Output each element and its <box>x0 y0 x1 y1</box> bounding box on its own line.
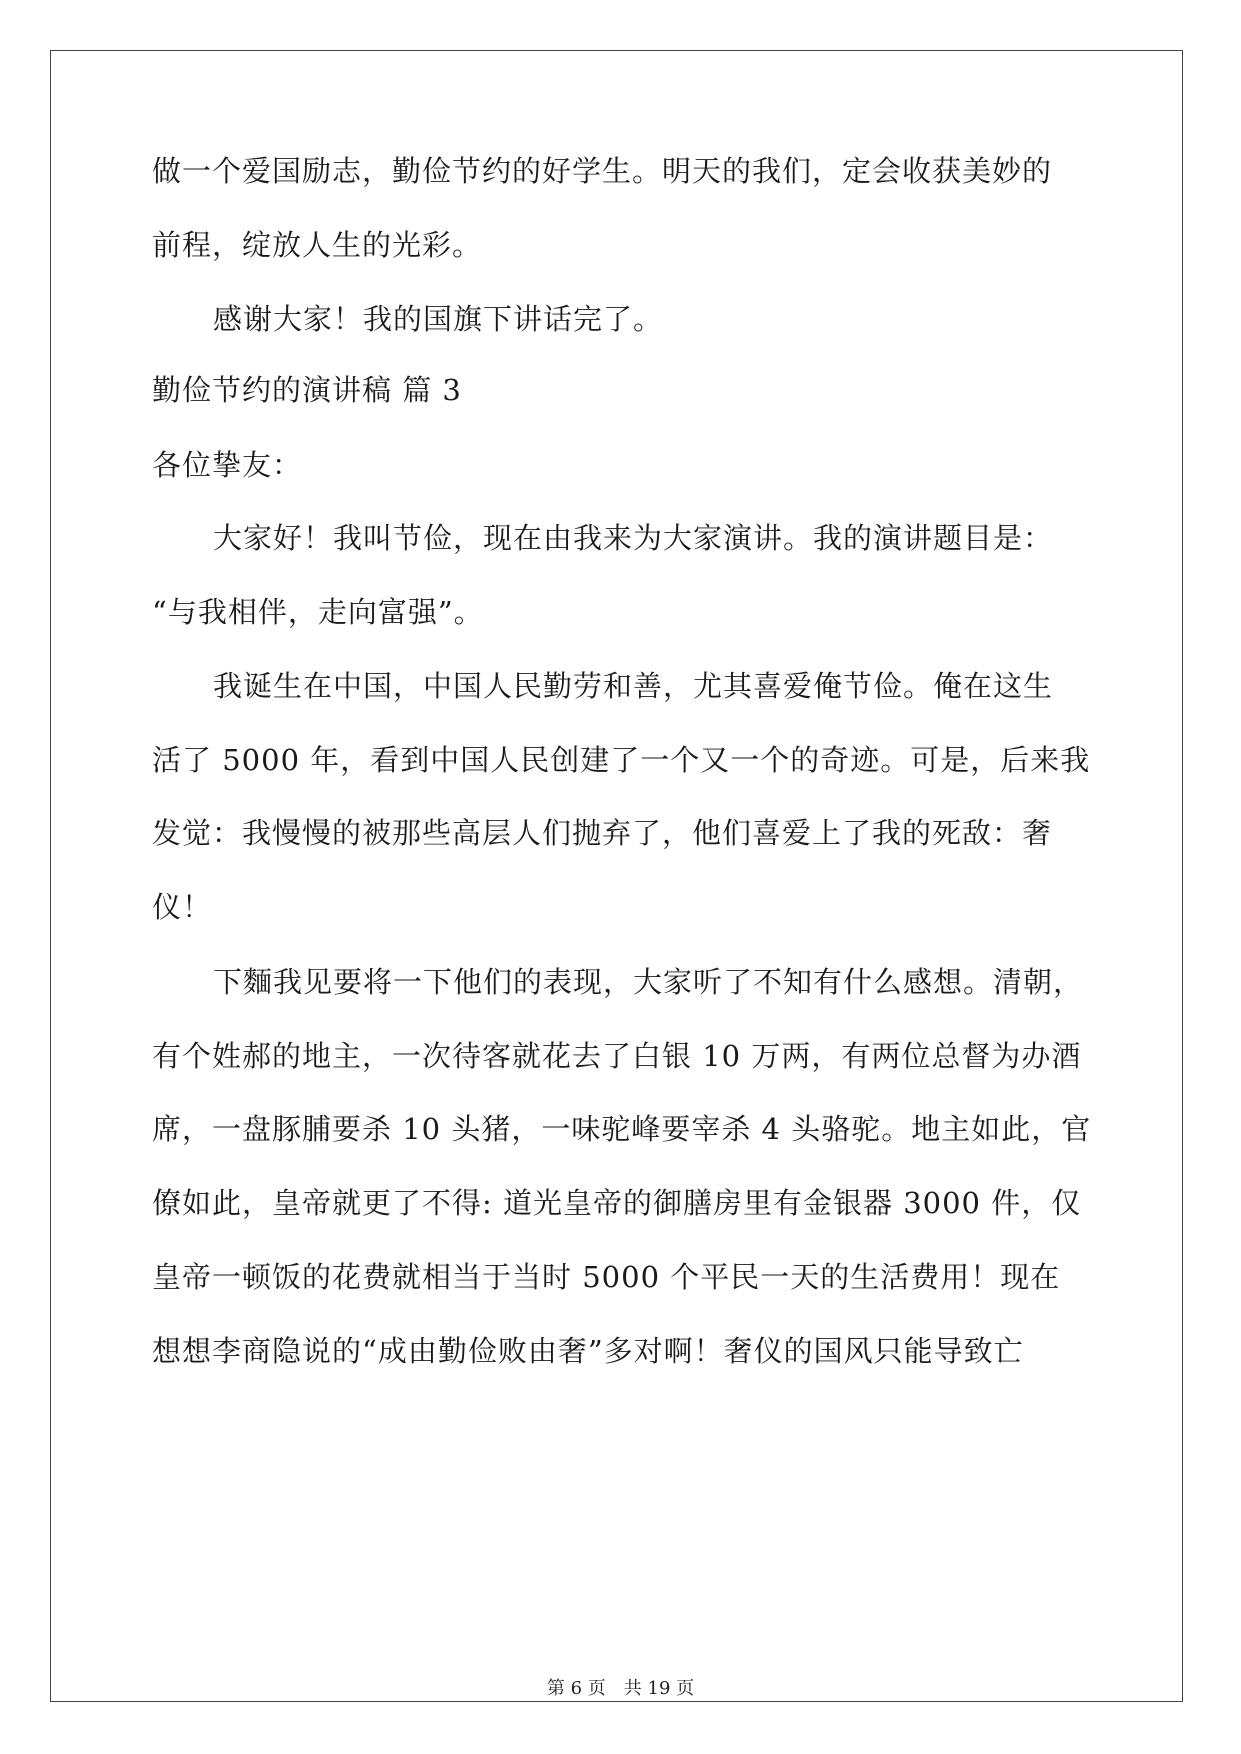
page-footer <box>0 1678 1241 1700</box>
body-line: 僚如此，皇帝就更了不得: 道光皇帝的御膳房里有金银器 3000 件，仅 <box>152 1186 1082 1220</box>
body-line: 感谢大家！我的国旗下讲话完了。 <box>213 302 664 336</box>
body-line: 有个姓郝的地主，一次待客就花去了白银 10 万两，有两位总督为办酒 <box>152 1039 1082 1073</box>
body-line: 皇帝一顿饭的花费就相当于当时 5000 个平民一天的生活费用！现在 <box>152 1260 1061 1294</box>
section-heading: 勤俭节约的演讲稿 篇 3 <box>152 373 462 407</box>
body-line: 我诞生在中国，中国人民勤劳和善，尤其喜爱俺节俭。俺在这生 <box>213 669 1054 703</box>
body-line: 前程，绽放人生的光彩。 <box>152 228 483 262</box>
page-total: 共 19 页 <box>623 1678 695 1699</box>
page-border <box>50 50 1183 1702</box>
body-line: 做一个爱国励志，勤俭节约的好学生。明天的我们，定会收获美妙的 <box>152 154 1053 188</box>
body-line: “与我相伴，走向富强”。 <box>152 595 484 629</box>
body-line: 席，一盘豚脯要杀 10 头猪，一味驼峰要宰杀 4 头骆驼。地主如此，官 <box>152 1112 1092 1146</box>
body-line: 想想李商隐说的“成由勤俭败由奢”多对啊！奢仪的国风只能导致亡 <box>152 1334 1024 1368</box>
body-line: 发觉：我慢慢的被那些高层人们抛弃了，他们喜爱上了我的死敌：奢 <box>152 816 1053 850</box>
body-line: 活了 5000 年，看到中国人民创建了一个又一个的奇迹。可是，后来我 <box>152 743 1091 777</box>
body-line: 下麵我见要将一下他们的表现，大家听了不知有什么感想。清朝， <box>213 965 1084 999</box>
page-number: 第 6 页 <box>546 1678 606 1699</box>
salutation: 各位挚友： <box>152 448 303 482</box>
body-line: 仪！ <box>152 890 213 924</box>
body-line: 大家好！我叫节俭，现在由我来为大家演讲。我的演讲题目是： <box>213 521 1054 555</box>
